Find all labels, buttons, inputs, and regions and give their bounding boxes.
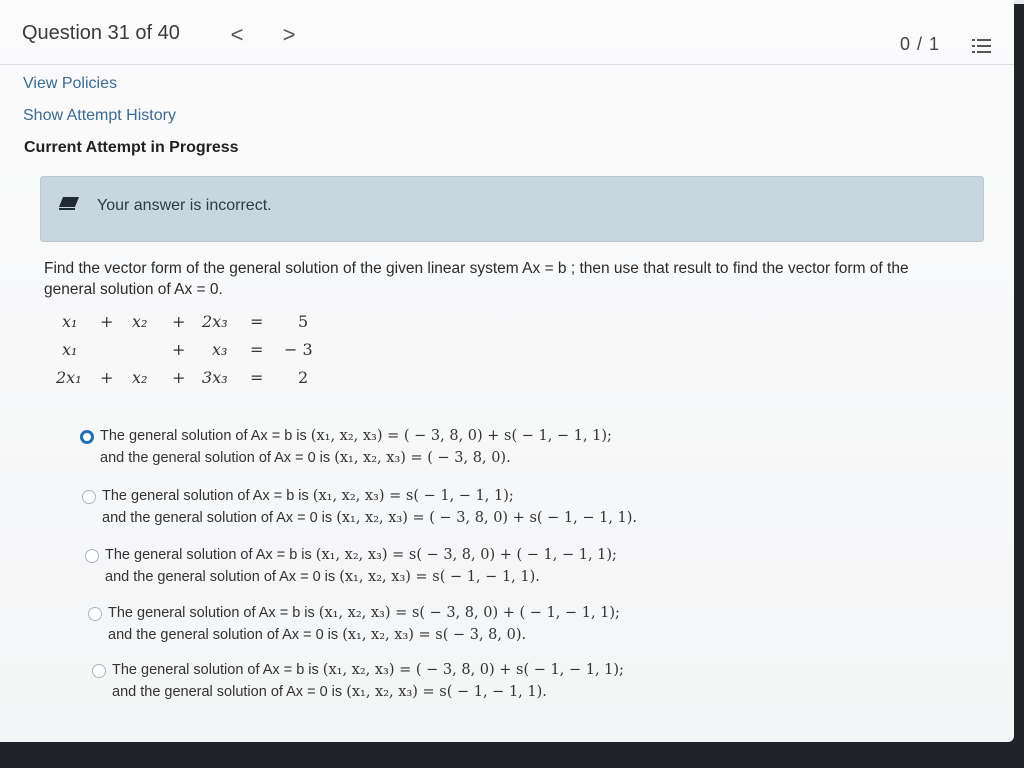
radio-unselected-icon[interactable] (88, 607, 102, 621)
option-line: The general solution of Ax = b is (x₁, x₂, x₃) = s( − 3, 8, 0) + ( − 1, − 1, 1); (105, 547, 617, 563)
radio-unselected-icon[interactable] (92, 664, 106, 678)
show-attempt-history-link[interactable]: Show Attempt History (23, 107, 176, 124)
system-constant: 5 (298, 312, 309, 331)
system-constant: 2 (298, 368, 309, 387)
option-line: The general solution of Ax = b is (x₁, x₂, x₃) = s( − 1, − 1, 1); (102, 488, 514, 504)
linear-system (52, 312, 332, 394)
option-line: The general solution of Ax = b is (x₁, x₂, x₃) = ( − 3, 8, 0) + s( − 1, − 1, 1); (112, 662, 624, 678)
system-term: x₂ (132, 312, 148, 331)
system-constant: − 3 (284, 340, 313, 359)
list-icon[interactable] (972, 36, 992, 56)
system-equals: = (250, 368, 264, 387)
system-term: x₂ (132, 368, 148, 387)
question-line: general solution of Ax = 0. (44, 281, 223, 298)
option-line: The general solution of Ax = b is (x₁, x₂, x₃) = ( − 3, 8, 0) + s( − 1, − 1, 1); (100, 428, 612, 444)
radio-unselected-icon[interactable] (85, 549, 99, 563)
view-policies-link[interactable]: View Policies (23, 75, 117, 92)
answer-option-5[interactable] (92, 662, 892, 706)
answer-option-4[interactable] (88, 605, 888, 649)
option-line: and the general solution of Ax = 0 is (x₁, x₂, x₃) = s( − 1, − 1, 1). (105, 569, 540, 585)
system-operator: + (172, 340, 186, 359)
question-header (22, 20, 1002, 56)
system-equals: = (250, 312, 264, 331)
answer-option-1[interactable] (80, 428, 880, 472)
option-line: The general solution of Ax = b is (x₁, x₂, x₃) = s( − 3, 8, 0) + ( − 1, − 1, 1); (108, 605, 620, 621)
system-term: x₁ (62, 312, 78, 331)
system-term: x₁ (62, 340, 78, 359)
system-operator: + (100, 368, 114, 387)
system-operator: + (100, 312, 114, 331)
pencil-icon (57, 195, 81, 211)
system-equals: = (250, 340, 264, 359)
previous-question-button[interactable]: < (230, 22, 244, 47)
option-line: and the general solution of Ax = 0 is (x₁, x₂, x₃) = s( − 3, 8, 0). (108, 627, 527, 643)
system-term: x₃ (212, 340, 228, 359)
next-question-button[interactable]: > (282, 22, 296, 47)
radio-unselected-icon[interactable] (82, 490, 96, 504)
option-line: and the general solution of Ax = 0 is (x₁, x₂, x₃) = ( − 3, 8, 0) + s( − 1, − 1, 1). (102, 510, 638, 526)
option-line: and the general solution of Ax = 0 is (x₁, x₂, x₃) = ( − 3, 8, 0). (100, 450, 511, 466)
question-line: Find the vector form of the general solution of the given linear system Ax = b ; then use that result to find the vector form of the (44, 260, 909, 277)
header-divider (0, 64, 1014, 65)
score-display: 0 / 1 (899, 34, 940, 54)
current-attempt-label: Current Attempt in Progress (24, 139, 239, 156)
option-line: and the general solution of Ax = 0 is (x₁, x₂, x₃) = s( − 1, − 1, 1). (112, 684, 547, 700)
answer-option-3[interactable] (85, 547, 885, 591)
system-term: 2x₁ (56, 368, 82, 387)
answer-option-2[interactable] (82, 488, 882, 532)
system-operator: + (172, 368, 186, 387)
radio-selected-icon[interactable] (80, 430, 94, 444)
system-operator: + (172, 312, 186, 331)
feedback-text: Your answer is incorrect. (97, 197, 272, 214)
system-term: 2x₃ (202, 312, 228, 331)
question-prompt (44, 258, 944, 300)
system-term: 3x₃ (202, 368, 228, 387)
feedback-banner (40, 176, 984, 242)
question-title: Question 31 of 40 (22, 22, 180, 44)
